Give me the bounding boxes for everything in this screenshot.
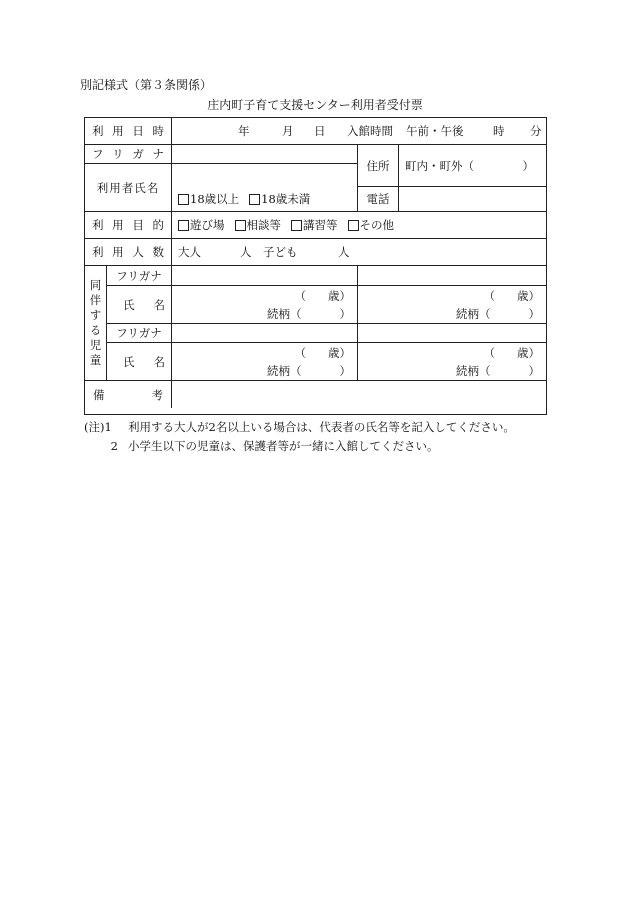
option-label: 相談等 (246, 218, 281, 232)
child2-name-field[interactable] (358, 286, 546, 324)
label-char: 日 (132, 124, 144, 138)
note-text: 利用する大人が2名以上いる場合は、代表者の氏名等を記入してください。 (128, 420, 515, 434)
age-option-adult[interactable] (178, 191, 239, 207)
label-char: 備 (93, 387, 105, 402)
age-line (364, 344, 540, 362)
purpose-option-lecture[interactable] (291, 217, 338, 233)
label-char: 考 (151, 387, 163, 402)
label-char: リ (112, 147, 124, 161)
label-char: 的 (152, 218, 164, 232)
label-char: 目 (132, 218, 144, 232)
checkbox-icon (178, 194, 189, 205)
minute-label: 分 (530, 124, 542, 138)
adults-unit: 人 (240, 245, 252, 259)
label-char: 用 (112, 245, 124, 259)
label-char: 利 (92, 218, 104, 232)
remarks-field[interactable] (172, 381, 546, 408)
label-char: 数 (152, 245, 164, 259)
age-blank (495, 287, 517, 305)
relation-label: 続柄（ (456, 363, 491, 378)
note-item (84, 437, 515, 456)
relation-label: 続柄（ (267, 306, 302, 321)
age-unit: 歳） (517, 345, 540, 360)
label-char: 用 (112, 218, 124, 232)
child-name-label (107, 343, 172, 381)
checkbox-icon (178, 220, 189, 231)
checkbox-icon (235, 220, 246, 231)
checkbox-icon (291, 220, 302, 231)
relation-close: ） (339, 306, 351, 321)
day-label: 日 (314, 124, 326, 138)
label-char: る (89, 323, 102, 337)
relation-line (364, 305, 540, 323)
child-furigana-label: フリガナ (107, 266, 172, 286)
form-title: 庄内町子育て支援センター利用者受付票 (207, 98, 423, 112)
child-furigana-label: フリガナ (107, 324, 172, 343)
age-blank (306, 344, 328, 362)
option-label: 遊び場 (190, 218, 225, 232)
relation-close: ） (528, 306, 540, 321)
age-option-minor[interactable] (249, 191, 310, 207)
option-label: その他 (359, 218, 394, 232)
child1-name-field[interactable] (172, 286, 358, 324)
address-close: ） (522, 158, 534, 173)
age-blank (495, 344, 517, 362)
relation-label: 続柄（ (456, 306, 491, 321)
label-char: 利 (92, 124, 104, 138)
age-open: （ (483, 345, 495, 360)
notes (84, 418, 515, 456)
furigana-label (85, 145, 172, 164)
furigana-field[interactable] (172, 145, 358, 164)
option-label: 18歳未満 (261, 192, 311, 206)
option-label: 18歳以上 (190, 192, 240, 206)
relation-line (178, 362, 351, 380)
relation-blank (302, 305, 340, 323)
remarks-label (85, 381, 172, 408)
checkbox-icon (249, 194, 260, 205)
purpose-option-play[interactable] (178, 217, 225, 233)
children-unit: 人 (338, 245, 350, 259)
label-char: 児 (89, 338, 102, 352)
label-char: ガ (132, 147, 144, 161)
age-open: （ (294, 345, 306, 360)
label-char: す (89, 308, 102, 322)
usage-date-label (85, 118, 172, 145)
hour-label: 時 (493, 124, 505, 138)
age-unit: 歳） (328, 345, 351, 360)
purpose-option-other[interactable] (348, 217, 395, 233)
note-item (84, 418, 515, 437)
usage-date-field[interactable] (172, 118, 546, 145)
ampm-label: 午前・午後 (406, 124, 464, 138)
user-count-field[interactable] (172, 239, 546, 266)
companion-children-label (85, 266, 107, 381)
month-label: 月 (282, 124, 294, 138)
purpose-option-consult[interactable] (235, 217, 282, 233)
year-label: 年 (238, 124, 250, 138)
age-open: （ (294, 288, 306, 303)
label-char: 名 (153, 297, 165, 312)
note-prefix: 2 (110, 439, 118, 453)
phone-label: 電話 (358, 187, 399, 212)
age-blank (306, 287, 328, 305)
child3-furigana-field[interactable] (172, 324, 358, 343)
address-field[interactable] (399, 145, 546, 187)
user-name-field[interactable] (172, 164, 358, 212)
child4-furigana-field[interactable] (358, 324, 546, 343)
user-name-label: 利用者氏名 (85, 164, 172, 212)
label-char: 時 (152, 124, 164, 138)
age-line (178, 287, 351, 305)
child2-furigana-field[interactable] (358, 266, 546, 286)
checkbox-icon (348, 220, 359, 231)
label-char: 利 (92, 245, 104, 259)
children-label: 子ども (263, 245, 298, 259)
child1-furigana-field[interactable] (172, 266, 358, 286)
age-line (178, 344, 351, 362)
age-line (364, 287, 540, 305)
relation-blank (491, 362, 529, 380)
phone-field[interactable] (399, 187, 546, 212)
purpose-label (85, 212, 172, 239)
relation-label: 続柄（ (267, 363, 302, 378)
page-heading: 別記様式（第３条関係） (80, 78, 213, 92)
address-label: 住所 (358, 145, 399, 187)
relation-close: ） (339, 363, 351, 378)
user-count-label (85, 239, 172, 266)
adults-label: 大人 (178, 245, 201, 259)
age-unit: 歳） (328, 288, 351, 303)
label-char: 伴 (89, 293, 102, 307)
child3-name-field[interactable] (172, 343, 358, 381)
purpose-field[interactable] (172, 212, 546, 239)
label-char: 同 (89, 278, 102, 292)
label-char: 氏 (123, 297, 135, 312)
relation-close: ） (528, 363, 540, 378)
label-char: ナ (152, 147, 164, 161)
label-char: 童 (89, 353, 102, 367)
child-name-label (107, 286, 172, 324)
age-open: （ (483, 288, 495, 303)
label-char: 氏 (123, 354, 135, 369)
relation-line (364, 362, 540, 380)
relation-blank (491, 305, 529, 323)
label-char: フ (92, 147, 104, 161)
age-unit: 歳） (517, 288, 540, 303)
note-prefix: (注)1 (84, 420, 112, 434)
entry-time-label: 入館時間 (347, 124, 393, 138)
label-char: 用 (112, 124, 124, 138)
child4-name-field[interactable] (358, 343, 546, 381)
note-text: 小学生以下の児童は、保護者等が一緒に入館してください。 (128, 439, 439, 453)
address-options: 町内・町外（ (405, 158, 474, 173)
option-label: 講習等 (303, 218, 338, 232)
label-char: 名 (153, 354, 165, 369)
relation-line (178, 305, 351, 323)
reception-form-table (84, 117, 547, 415)
relation-blank (302, 362, 340, 380)
label-char: 人 (132, 245, 144, 259)
